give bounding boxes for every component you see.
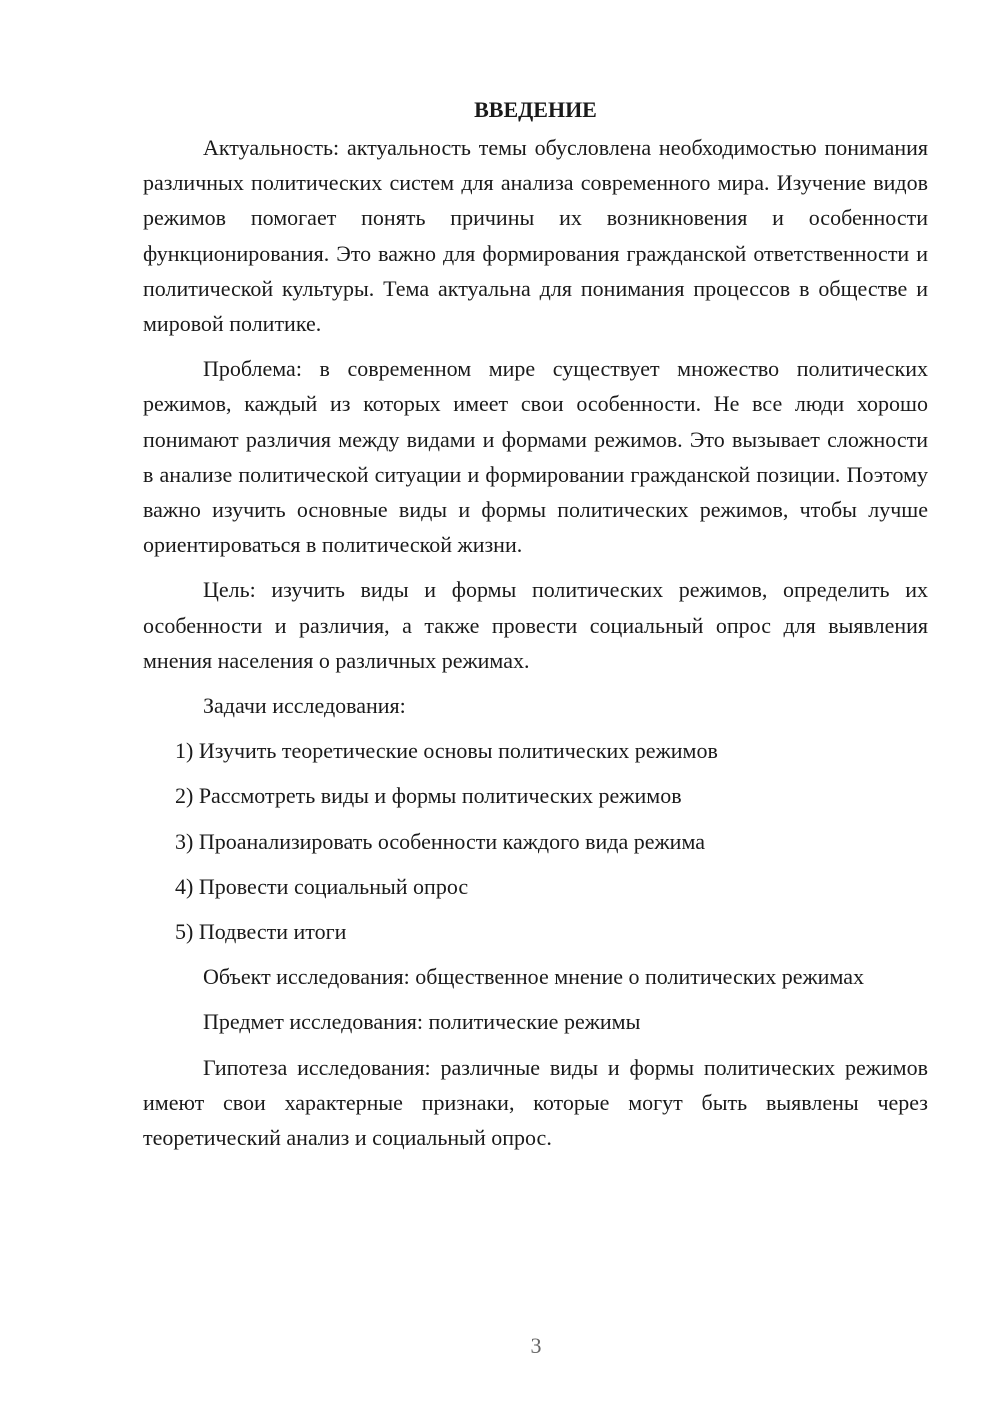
list-item: 3) Проанализировать особенности каждого вида режима bbox=[175, 828, 705, 854]
object-paragraph: Объект исследования: общественное мнение о политических режимах bbox=[203, 964, 864, 990]
relevance-paragraph: Актуальность: актуальность темы обусловлена необходимостью понимания различных политических систем для анализа современного мира. Изучение видов режимов помогает понять причины их возникновения и особенности функционирования. Это важно для формирования гражданской ответственности и политической культуры. Тема актуальна для понимания процессов в обществе и мировой политике. bbox=[143, 135, 928, 337]
hypothesis-paragraph: Гипотеза исследования: различные виды и формы политических режимов имеют свои характерные признаки, которые могут быть выявлены через теоретический анализ и социальный опрос. bbox=[143, 1054, 928, 1151]
page-number: 3 bbox=[530, 1333, 542, 1358]
tasks-title: Задачи исследования: bbox=[203, 693, 406, 719]
subject-paragraph: Предмет исследования: политические режимы bbox=[203, 1009, 641, 1035]
list-item: 4) Провести социальный опрос bbox=[175, 873, 469, 899]
goal-paragraph: Цель: изучить виды и формы политических режимов, определить их особенности и различия, а также провести социальный опрос для выявления мнения населения о различных режимах. bbox=[143, 577, 928, 673]
list-item: 2) Рассмотреть виды и формы политических режимов bbox=[175, 783, 682, 809]
problem-paragraph: Проблема: в современном мире существует множество политических режимов, каждый из которых имеет свои особенности. Не все люди хорошо понимают различия между видами и формами режимов. Это вызывает сложности в анализе политической ситуации и формировании гражданской позиции. Поэтому важно изучить основные виды и формы политических режимов, чтобы лучше ориентироваться в политической жизни. bbox=[143, 356, 928, 558]
tasks-list bbox=[143, 733, 928, 949]
section-heading: ВВЕДЕНИЕ bbox=[474, 97, 597, 122]
list-item: 1) Изучить теоретические основы политических режимов bbox=[175, 738, 718, 764]
document-page bbox=[143, 92, 928, 1165]
list-item: 5) Подвести итоги bbox=[175, 919, 347, 945]
